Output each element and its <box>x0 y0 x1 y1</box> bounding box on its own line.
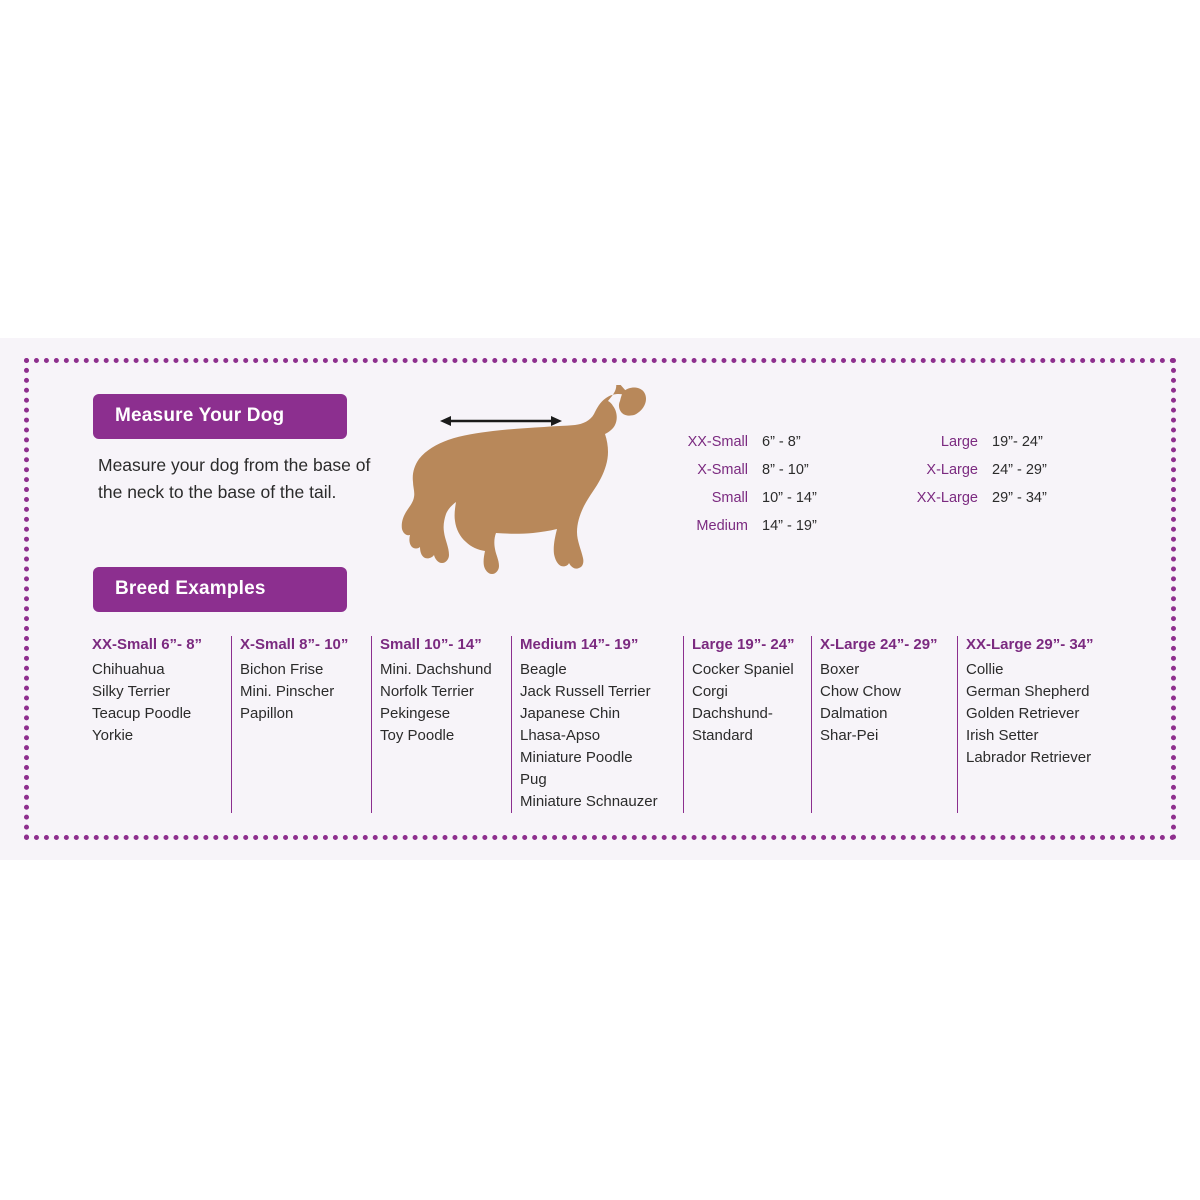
breed-item: Golden Retriever <box>966 705 1080 722</box>
dog-illustration <box>390 385 670 585</box>
breed-item: Pug <box>520 771 547 788</box>
breed-item: German Shepherd <box>966 683 1090 700</box>
breed-item: Pekingese <box>380 705 451 722</box>
size-chart-right <box>906 428 1096 512</box>
breed-item: Teacup Poodle <box>92 705 192 722</box>
breed-column-x-small <box>232 636 372 813</box>
breed-column-title: Small 10”- 14” <box>380 636 482 653</box>
breed-item: Standard <box>692 727 753 744</box>
breed-item: Norfolk Terrier <box>380 683 474 700</box>
breed-item: Chow Chow <box>820 683 901 700</box>
breed-item: Irish Setter <box>966 727 1039 744</box>
size-name: XX-Large <box>916 490 978 506</box>
breed-item: Lhasa-Apso <box>520 727 601 744</box>
breed-item: Beagle <box>520 661 567 678</box>
breed-item: Shar-Pei <box>820 727 879 744</box>
breed-item: Mini. Pinscher <box>240 683 335 700</box>
breed-item: Chihuahua <box>92 661 165 678</box>
size-row <box>906 428 1096 456</box>
size-name: X-Small <box>697 462 748 478</box>
size-range: 24” - 29” <box>992 462 1047 478</box>
breed-item: Miniature Poodle <box>520 749 633 766</box>
size-range: 10” - 14” <box>762 490 817 506</box>
breed-examples-heading: Breed Examples <box>93 567 347 612</box>
breed-item: Jack Russell Terrier <box>520 683 651 700</box>
breed-column-title: Large 19”- 24” <box>692 636 795 653</box>
size-name: XX-Small <box>687 434 748 450</box>
measure-instructions: Measure your dog from the base of the neck to the base of the tail. <box>98 455 371 502</box>
breed-item: Corgi <box>692 683 728 700</box>
size-chart-left <box>676 428 866 540</box>
breed-item: Labrador Retriever <box>966 749 1092 766</box>
breed-item: Cocker Spaniel <box>692 661 794 678</box>
breed-item: Yorkie <box>92 727 134 744</box>
size-range: 19”- 24” <box>992 434 1043 450</box>
breed-item: Collie <box>966 661 1004 678</box>
breed-column-xx-small <box>92 636 232 813</box>
breed-item: Mini. Dachshund <box>380 661 492 678</box>
breed-examples-columns <box>92 636 1112 813</box>
breed-column-title: Medium 14”- 19” <box>520 636 639 653</box>
breed-column-medium <box>512 636 684 813</box>
breed-column-title: XX-Small 6”- 8” <box>92 636 203 653</box>
breed-item: Bichon Frise <box>240 661 324 678</box>
size-range: 8” - 10” <box>762 462 809 478</box>
size-name: Small <box>711 490 748 506</box>
size-row <box>676 456 866 484</box>
breed-item: Dachshund- <box>692 705 773 722</box>
size-row <box>676 428 866 456</box>
size-name: Medium <box>696 518 748 534</box>
breed-item: Silky Terrier <box>92 683 171 700</box>
breed-item: Toy Poodle <box>380 727 455 744</box>
breed-item: Dalmation <box>820 705 888 722</box>
breed-column-small <box>372 636 512 813</box>
size-range: 29” - 34” <box>992 490 1047 506</box>
size-range: 14” - 19” <box>762 518 817 534</box>
breed-item: Papillon <box>240 705 294 722</box>
size-range: 6” - 8” <box>762 434 801 450</box>
measure-your-dog-heading: Measure Your Dog <box>93 394 347 439</box>
size-name: X-Large <box>926 462 978 478</box>
breed-column-x-large <box>812 636 958 813</box>
breed-column-large <box>684 636 812 813</box>
size-name: Large <box>940 434 978 450</box>
breed-column-title: X-Large 24”- 29” <box>820 636 938 653</box>
breed-item: Boxer <box>820 661 860 678</box>
breed-column-xx-large <box>958 636 1112 813</box>
size-row <box>906 484 1096 512</box>
size-row <box>676 512 866 540</box>
size-row <box>676 484 866 512</box>
breed-item: Miniature Schnauzer <box>520 793 658 810</box>
breed-column-title: X-Small 8”- 10” <box>240 636 349 653</box>
size-row <box>906 456 1096 484</box>
breed-column-title: XX-Large 29”- 34” <box>966 636 1094 653</box>
breed-item: Japanese Chin <box>520 705 621 722</box>
measurement-arrow-icon <box>440 415 562 427</box>
